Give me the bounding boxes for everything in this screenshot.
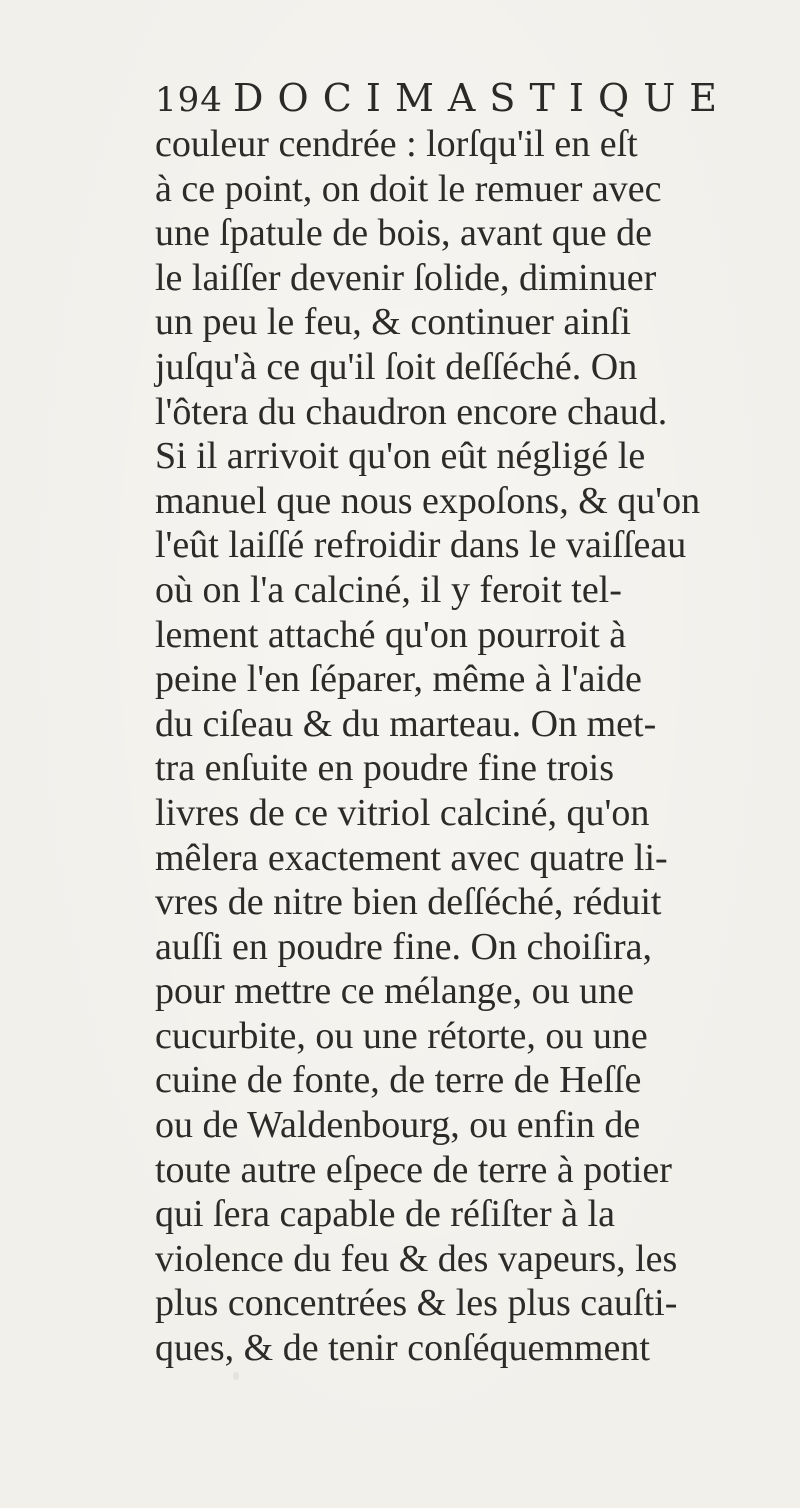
text-line: couleur cendrée : lorſqu'il en eſt [155,123,638,165]
text-line: à ce point, on doit le remuer avec [155,167,662,210]
paper-speck [233,1372,239,1380]
text-line: violence du feu & des vapeurs, les [155,1237,678,1280]
text-line: qui ſera capable de réſiſter à la [155,1193,615,1236]
text-line: une ſpatule de bois, avant que de [155,212,653,255]
text-line: l'ôtera du chaudron encore chaud. [155,390,668,433]
text-line: ou de Waldenbourg, ou enfin de [155,1104,641,1147]
text-line: pour mettre ce mélange, ou une [155,970,635,1013]
text-line: vres de nitre bien deſſéché, réduit [155,881,662,924]
text-line: auſſi en poudre fine. On choiſira, [155,925,653,968]
running-title: DOCIMASTIQUE [233,76,732,120]
text-line: un peu le feu, & continuer ainſi [155,301,631,344]
text-line: le laiſſer devenir ſolide, diminuer [155,256,657,299]
text-line: manuel que nous expoſons, & qu'on [155,479,701,522]
page-number: 194 [155,80,223,120]
body-text [155,122,795,1371]
text-line: livres de ce vitriol calciné, qu'on [155,791,650,834]
text-line: plus concentrées & les plus cauſti- [155,1282,678,1325]
text-line: où on l'a calciné, il y feroit tel- [155,568,622,611]
text-line: mêlera exactement avec quatre li- [155,836,668,879]
text-line: juſqu'à ce qu'il ſoit deſſéché. On [155,345,638,388]
text-line: cuine de fonte, de terre de Heſſe [155,1059,642,1102]
text-line: lement attaché qu'on pourroit à [155,613,627,656]
text-line: toute autre eſpece de terre à potier [155,1148,672,1191]
text-line: du ciſeau & du marteau. On met- [155,702,657,745]
text-line: peine l'en ſéparer, même à l'aide [155,658,642,701]
text-line: Si il arrivoit qu'on eût négligé le [155,435,646,478]
page-header [155,72,732,122]
text-line: cucurbite, ou une rétorte, ou une [155,1014,648,1057]
text-line: l'eût laiſſé refroidir dans le vaiſſeau [155,524,687,567]
text-line: ques, & de tenir conſéquemment [155,1327,650,1370]
text-line: tra enſuite en poudre fine trois [155,747,615,790]
